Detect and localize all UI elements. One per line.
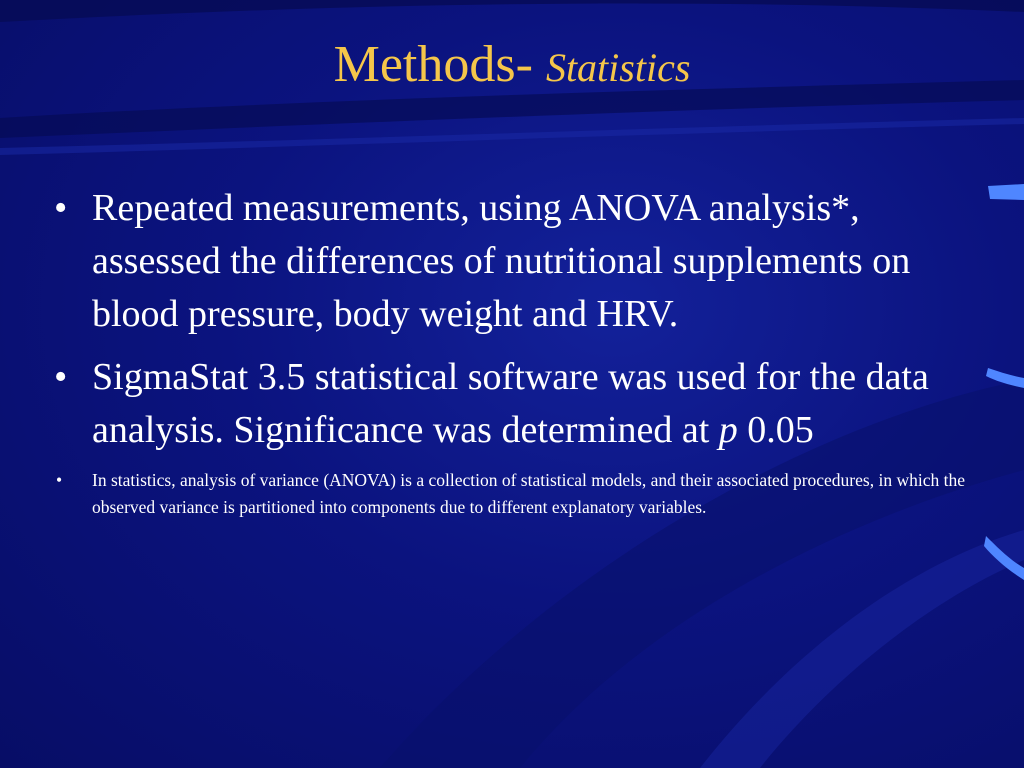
bullet-text-part: SigmaStat 3.5 statistical software was used for the data analysis. Significance was determined at [92, 356, 929, 451]
title-main: Methods- [333, 36, 533, 93]
bullet-item-footnote [54, 467, 994, 521]
bullet-text: Repeated measurements, using ANOVA analysis*, assessed the differences of nutritional supplements on blood pressure, body weight and HRV. [92, 187, 911, 335]
bullet-text-part: 0.05 [737, 409, 814, 451]
bullet-text [92, 356, 929, 451]
bullet-item [54, 182, 994, 341]
bullet-marker: • [56, 470, 63, 490]
bullet-marker: • [54, 356, 68, 398]
bullet-item [54, 351, 994, 457]
bullet-marker: • [54, 187, 68, 229]
footnote-text: In statistics, analysis of variance (ANOVA) is a collection of statistical models, and their associated procedures, in which the observed variance is partitioned into components due to different explanatory variables. [92, 470, 965, 517]
slide-title [0, 36, 1024, 93]
slide-body [54, 182, 994, 521]
title-subtitle: Statistics [545, 45, 691, 90]
p-value-symbol: p [718, 409, 738, 451]
